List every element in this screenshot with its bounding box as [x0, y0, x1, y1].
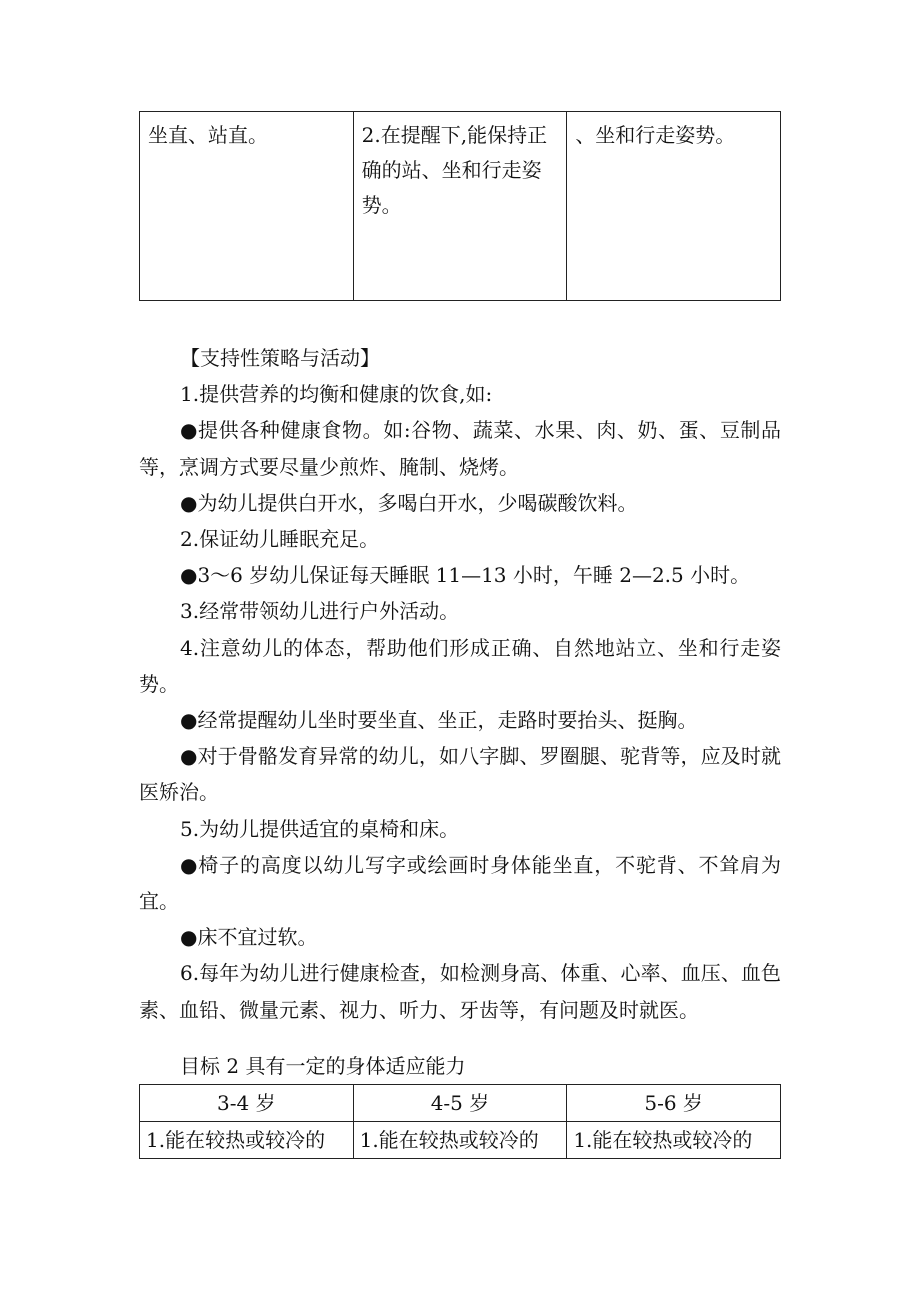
table-cell: 2.在提醒下,能保持正确的站、坐和行走姿势。	[353, 112, 567, 301]
paragraph: 2.保证幼儿睡眠充足。	[180, 527, 380, 552]
paragraph: ●经常提醒幼儿坐时要坐直、坐正，走路时要抬头、挺胸。	[180, 708, 698, 733]
age-goals-table-bottom	[139, 1084, 781, 1159]
paragraph: ●提供各种健康食物。如:谷物、蔬菜、水果、肉、奶、蛋、豆制品等，烹调方式要尽量少煎炸、腌制、烧烤。	[139, 418, 781, 479]
paragraph: ●为幼儿提供白开水，多喝白开水，少喝碳酸饮料。	[180, 490, 638, 515]
table-row	[140, 112, 781, 301]
table-cell: 1.能在较热或较冷的	[567, 1122, 781, 1159]
table-header-cell: 3-4 岁	[140, 1085, 354, 1122]
table-header-row	[140, 1085, 781, 1122]
paragraph: 5.为幼儿提供适宜的桌椅和床。	[180, 816, 460, 841]
paragraph: ●3～6 岁幼儿保证每天睡眠 11—13 小时，午睡 2—2.5 小时。	[180, 563, 751, 588]
paragraph: 4.注意幼儿的体态，帮助他们形成正确、自然地站立、坐和行走姿势。	[139, 635, 781, 696]
paragraph: ●对于骨骼发育异常的幼儿，如八字脚、罗圈腿、驼背等，应及时就医矫治。	[139, 744, 781, 805]
paragraph: ●椅子的高度以幼儿写字或绘画时身体能坐直，不驼背、不耸肩为宜。	[139, 852, 781, 914]
paragraph: 1.提供营养的均衡和健康的饮食,如:	[180, 382, 493, 407]
table-row	[140, 1122, 781, 1159]
strategies-section	[139, 340, 781, 1028]
paragraph: 3.经常带领幼儿进行户外活动。	[180, 599, 460, 624]
table-cell: 1.能在较热或较冷的	[353, 1122, 567, 1159]
goal-title: 目标 2 具有一定的身体适应能力	[180, 1054, 466, 1078]
table-header-cell: 5-6 岁	[567, 1085, 781, 1122]
table-header-cell: 4-5 岁	[353, 1085, 567, 1122]
paragraph: ●床不宜过软。	[180, 925, 318, 950]
age-goals-table-top	[139, 111, 781, 301]
section-heading: 【支持性策略与活动】	[180, 346, 380, 370]
paragraph: 6.每年为幼儿进行健康检查，如检测身高、体重、心率、血压、血色素、血铅、微量元素、视力、听力、牙齿等，有问题及时就医。	[139, 961, 781, 1022]
table-cell: 、坐和行走姿势。	[567, 112, 781, 301]
table-cell: 坐直、站直。	[140, 112, 354, 301]
table-cell: 1.能在较热或较冷的	[140, 1122, 354, 1159]
